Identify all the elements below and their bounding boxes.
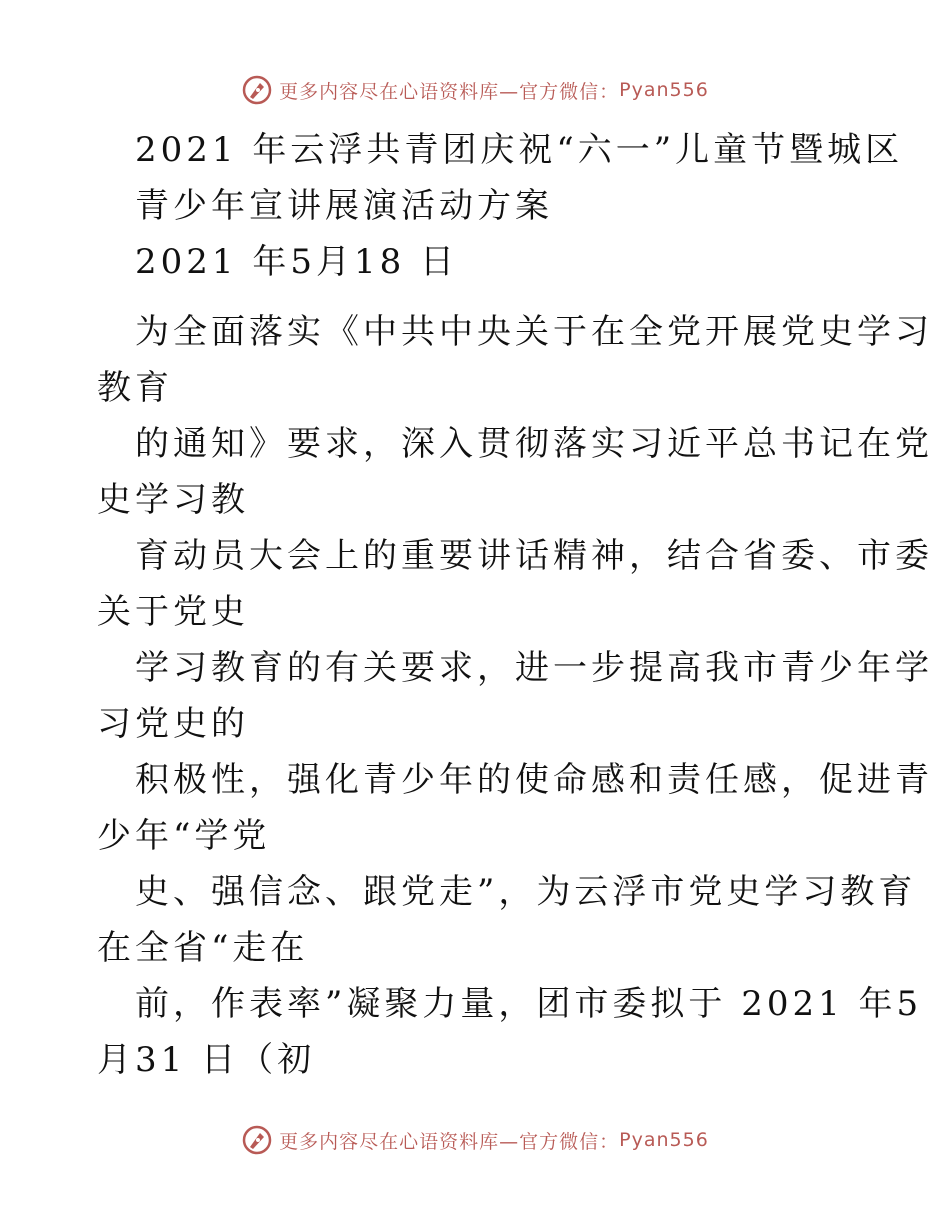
document-body [97, 122, 933, 1088]
banner-wechat-id: Pyan556 [619, 79, 709, 101]
paragraph-line: 少年“学党 [97, 816, 271, 856]
paragraph-line: 月31 日（初 [97, 1040, 316, 1080]
header-watermark-banner [0, 70, 950, 110]
banner-text: 更多内容尽在心语资料库—官方微信： [279, 1130, 620, 1153]
banner-text: 更多内容尽在心语资料库—官方微信： [279, 80, 620, 103]
document-date: 2021 年5月18 日 [135, 242, 459, 282]
title-line-1: 2021 年云浮共青团庆祝“六一”儿童节暨城区 [135, 130, 904, 170]
paragraph-line: 积极性，强化青少年的使命感和责任感，促进青 [135, 760, 933, 800]
pen-nib-logo-icon [241, 1124, 273, 1156]
paragraph-line: 学习教育的有关要求，进一步提高我市青少年学 [135, 648, 933, 688]
paragraph-line: 习党史的 [97, 704, 249, 744]
paragraph-line: 关于党史 [97, 592, 249, 632]
banner-wechat-id: Pyan556 [619, 1129, 709, 1151]
paragraph-line: 在全省“走在 [97, 928, 309, 968]
pen-nib-logo-icon [241, 74, 273, 106]
paragraph-line: 史学习教 [97, 480, 249, 520]
paragraph-line: 史、强信念、跟党走”，为云浮市党史学习教育 [135, 872, 917, 912]
paragraph-line: 为全面落实《中共中央关于在全党开展党史学习 [135, 312, 933, 352]
title-line-2: 青少年宣讲展演活动方案 [135, 186, 553, 226]
paragraph-line: 教育 [97, 368, 173, 408]
paragraph-line: 前，作表率”凝聚力量，团市委拟于 2021 年5 [135, 984, 923, 1024]
footer-watermark-banner [0, 1120, 950, 1160]
paragraph-line: 育动员大会上的重要讲话精神，结合省委、市委 [135, 536, 933, 576]
paragraph-line: 的通知》要求，深入贯彻落实习近平总书记在党 [135, 424, 933, 464]
